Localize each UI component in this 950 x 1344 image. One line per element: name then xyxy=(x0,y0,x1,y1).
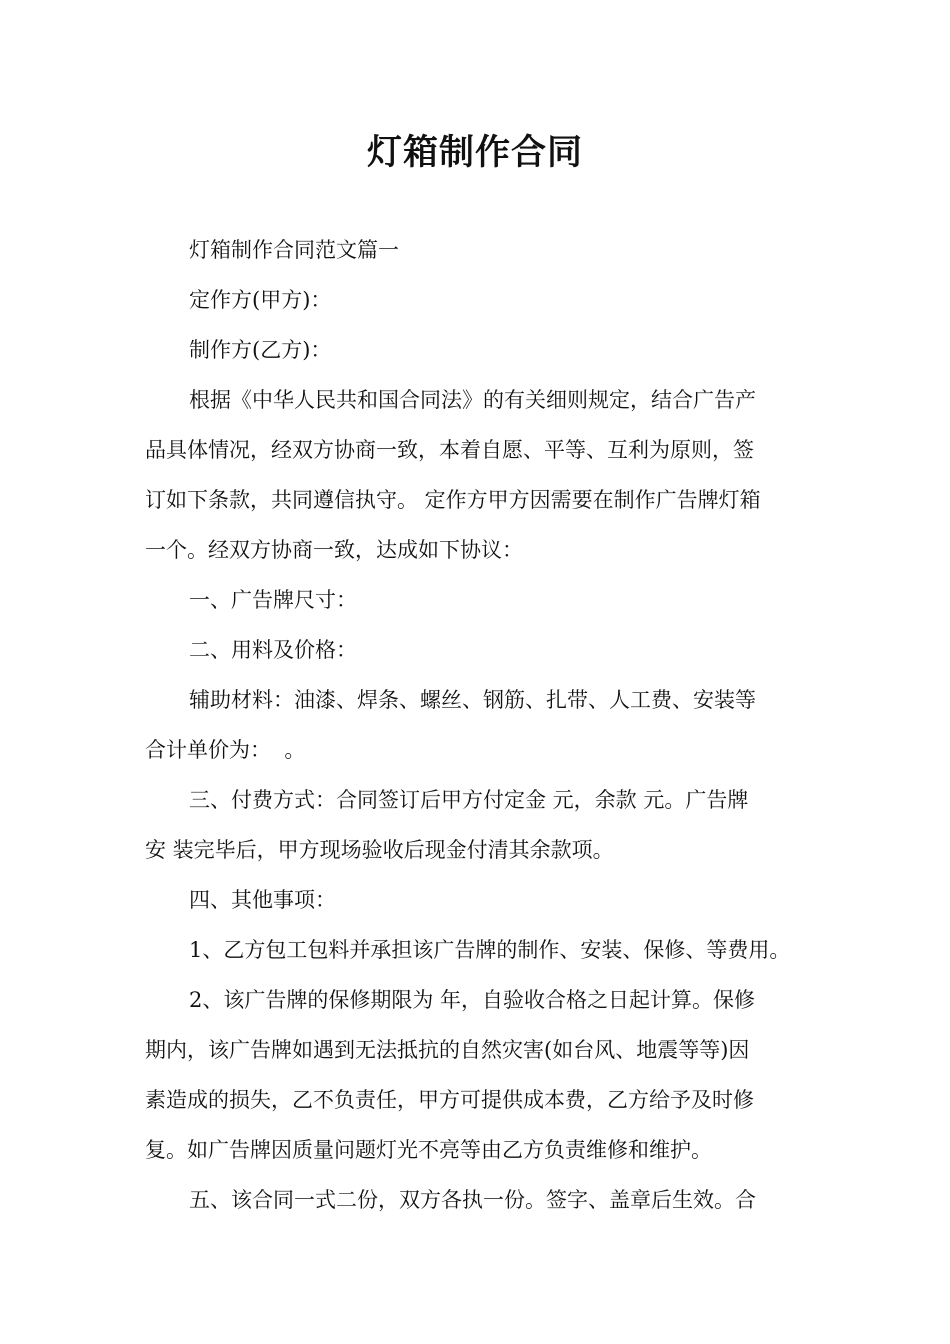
paragraph-line: 品具体情况，经双方协商一致，本着自愿、平等、互利为原则，签 xyxy=(145,438,754,462)
paragraph-line: 安 装完毕后，甲方现场验收后现金付清其余款项。 xyxy=(145,838,614,862)
paragraph-line: 三、付费方式：合同签订后甲方付定金 元，余款 元。广告牌 xyxy=(189,788,749,812)
paragraph-line: 根据《中华人民共和国合同法》的有关细则规定，结合广告产 xyxy=(189,388,756,412)
paragraph-line: 1、乙方包工包料并承担该广告牌的制作、安装、保修、等费用。 xyxy=(189,938,791,962)
document-title: 灯箱制作合同 xyxy=(366,133,583,173)
paragraph-line: 四、其他事项： xyxy=(189,888,336,912)
paragraph-line: 五、该合同一式二份，双方各执一份。签字、盖章后生效。合 xyxy=(189,1188,756,1212)
paragraph-line: 素造成的损失，乙不负责任，甲方可提供成本费，乙方给予及时修 xyxy=(145,1088,754,1112)
paragraph-line: 一、广告牌尺寸： xyxy=(189,588,357,612)
paragraph-line: 订如下条款，共同遵信执守。 定作方甲方因需要在制作广告牌灯箱 xyxy=(145,488,761,512)
paragraph-line: 2、该广告牌的保修期限为 年，自验收合格之日起计算。保修 xyxy=(189,988,756,1012)
paragraph-line: 灯箱制作合同范文篇一 xyxy=(189,238,399,262)
paragraph-line: 复。如广告牌因质量问题灯光不亮等由乙方负责维修和维护。 xyxy=(145,1138,712,1162)
paragraph-line: 辅助材料：油漆、焊条、螺丝、钢筋、扎带、人工费、安装等 xyxy=(189,688,756,712)
paragraph-line: 定作方(甲方)： xyxy=(189,288,332,312)
paragraph-line: 二、用料及价格： xyxy=(189,638,357,662)
paragraph-line: 合计单价为： 。 xyxy=(145,738,306,762)
paragraph-line: 期内，该广告牌如遇到无法抵抗的自然灾害(如台风、地震等等)因 xyxy=(145,1038,750,1062)
paragraph-line: 一个。经双方协商一致，达成如下协议： xyxy=(145,538,523,562)
paragraph-line: 制作方(乙方)： xyxy=(189,338,332,362)
